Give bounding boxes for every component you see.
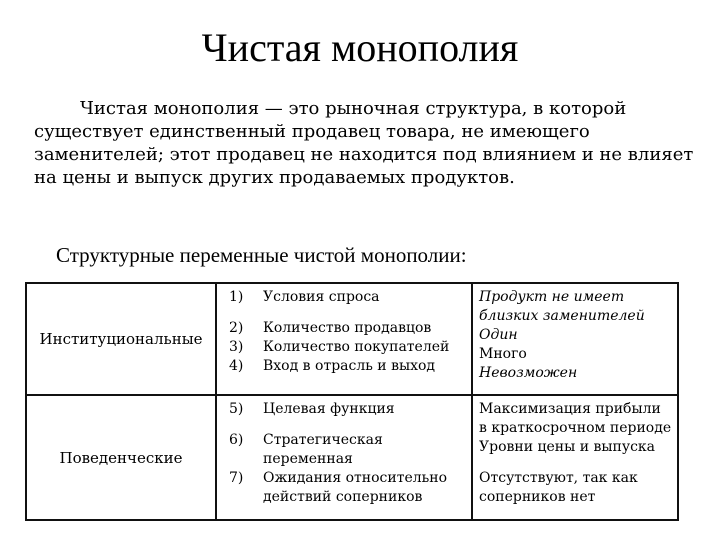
values-cell	[472, 395, 678, 520]
variables-cell	[216, 283, 472, 395]
value-text: близких заменителей	[479, 308, 645, 324]
row-number: 3)	[229, 339, 244, 355]
definition-line: Чистая монополия — это рыночная структура, в которой	[80, 98, 627, 119]
value-text: Продукт не имеет	[479, 289, 625, 305]
value-text: в краткосрочном периоде	[479, 420, 672, 436]
value-text: Уровни цены и выпуска	[479, 439, 656, 455]
page-title: Чистая монополия	[201, 25, 519, 70]
variable-label: Условия спроса	[263, 289, 380, 305]
definition-line: заменителей; этот продавец не находится под влиянием и не влияет	[34, 144, 694, 165]
values-cell	[472, 283, 678, 395]
value-text: Отсутствуют, так как	[479, 470, 638, 486]
table-row-behavioral	[26, 395, 678, 520]
variable-label: Целевая функция	[263, 401, 395, 417]
definition-paragraph	[34, 97, 694, 189]
variable-label: Стратегическая	[263, 432, 383, 448]
category-cell: Поведенческие	[26, 395, 216, 520]
table-row-institutional	[26, 283, 678, 395]
row-number: 1)	[229, 289, 244, 305]
variable-label: действий соперников	[263, 489, 423, 505]
value-text: соперников нет	[479, 489, 596, 505]
row-number: 6)	[229, 432, 244, 448]
section-heading: Структурные переменные чистой монополии:	[56, 243, 467, 267]
value-text: Невозможен	[479, 365, 578, 381]
value-text: Один	[479, 327, 518, 343]
variable-label: Количество покупателей	[263, 339, 450, 355]
structure-variables-table	[25, 282, 679, 521]
definition-line: существует единственный продавец товара, не имеющего	[34, 121, 590, 142]
row-number: 5)	[229, 401, 244, 417]
variable-label: Количество продавцов	[263, 320, 432, 336]
variable-label: переменная	[263, 451, 353, 467]
row-number: 7)	[229, 470, 244, 486]
definition-line: на цены и выпуск других продаваемых продуктов.	[34, 167, 515, 188]
variable-label: Вход в отрасль и выход	[263, 358, 436, 374]
variables-cell	[216, 395, 472, 520]
value-text: Много	[479, 346, 527, 362]
row-number: 2)	[229, 320, 244, 336]
variable-label: Ожидания относительно	[263, 470, 448, 486]
category-cell: Институциональные	[26, 283, 216, 395]
row-number: 4)	[229, 358, 244, 374]
value-text: Максимизация прибыли	[479, 401, 661, 417]
